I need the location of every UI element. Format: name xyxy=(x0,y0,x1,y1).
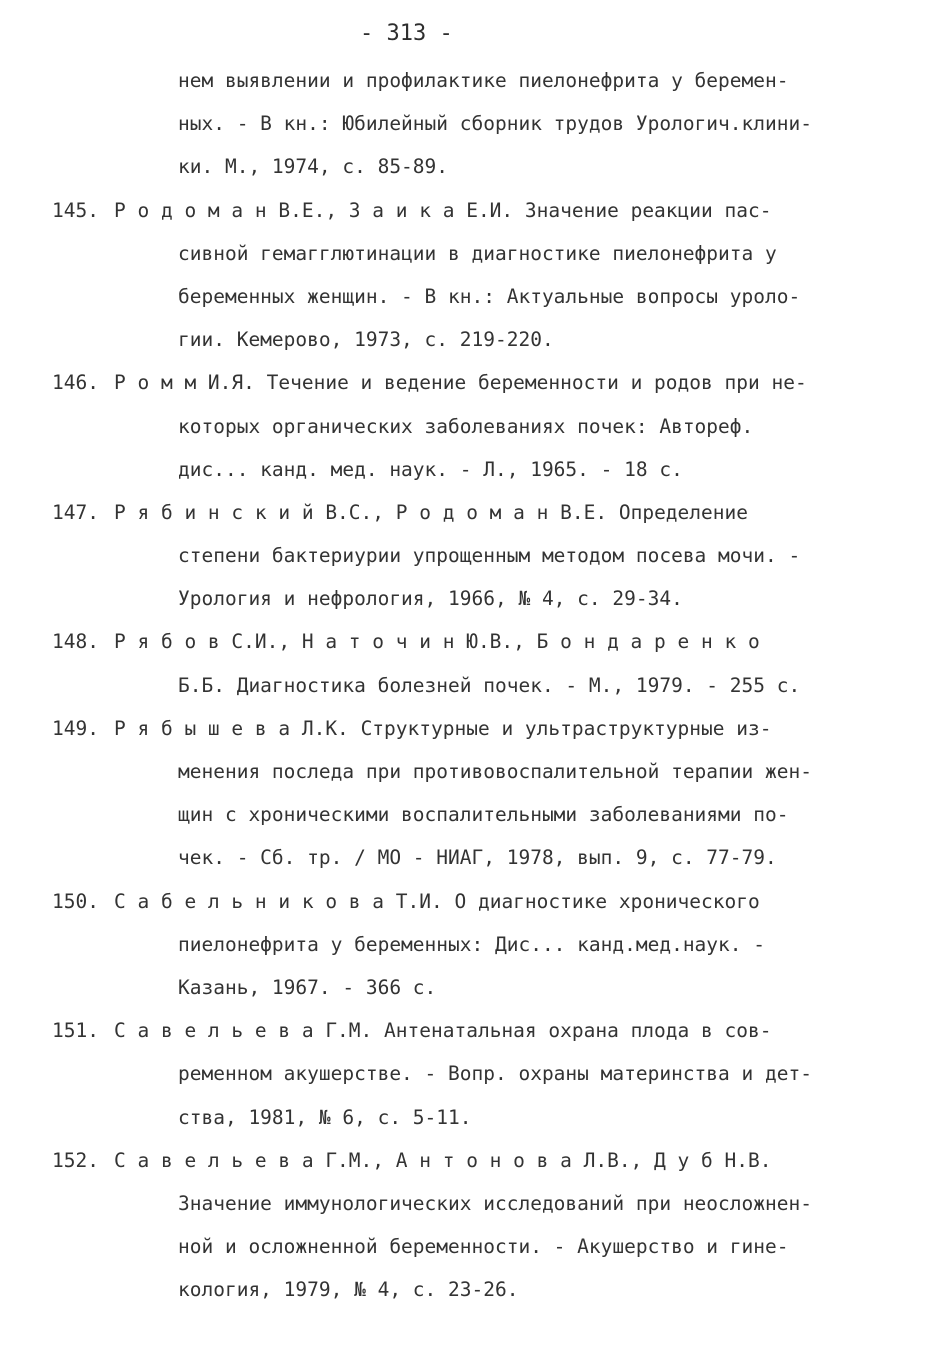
entry-text-line: гии. Кемерово, 1973, с. 219-220. xyxy=(178,328,554,352)
entry-text-line: менения последа при противовоспалительной терапии жен- xyxy=(178,760,812,783)
entry-text-line: Б.Б. Диагностика болезней почек. - М., 1979. - 255 с. xyxy=(178,673,801,697)
entry-first-line xyxy=(0,707,934,750)
entry-text-line: ных. - В кн.: Юбилейный сборник трудов Урологич.клини- xyxy=(178,112,812,136)
entry-number: 151. xyxy=(52,1019,99,1043)
bibliography-entry-151 xyxy=(0,1009,934,1139)
entry-text-line: Урология и нефрология, 1966, № 4, с. 29-34. xyxy=(178,587,683,611)
entry-number: 146. xyxy=(52,371,99,395)
entry-title-start: Определение xyxy=(618,500,748,524)
entry-text-line: нем выявлении и профилактике пиелонефрита у беремен- xyxy=(178,69,789,92)
entry-number: 148. xyxy=(52,630,99,654)
entry-first-line xyxy=(0,620,934,663)
entry-text-line: сивной гемагглютинации в диагностике пиелонефрита у xyxy=(178,241,777,265)
bibliography-entry-146 xyxy=(0,361,934,491)
entry-text-line: которых органических заболеваниях почек: Автореф. xyxy=(178,414,754,438)
entry-text-line: дис... канд. мед. наук. - Л., 1965. - 18 с. xyxy=(178,457,683,481)
entry-title-start: Антенатальная охрана плода в сов- xyxy=(384,1019,772,1043)
bibliography-entry-149 xyxy=(0,707,934,880)
entry-text-line: чек. - Сб. тр. / МО - НИАГ, 1978, вып. 9, с. 77-79. xyxy=(178,846,777,870)
entry-text-line: ки. М., 1974, с. 85-89. xyxy=(178,155,449,179)
entry-number: 145. xyxy=(52,198,99,222)
bibliography-entry-150 xyxy=(0,880,934,1010)
entry-title-start: О диагностике хронического xyxy=(454,889,760,913)
entry-first-line xyxy=(0,491,934,534)
entry-first-line xyxy=(0,361,934,404)
entry-text-line: кология, 1979, № 4, с. 23-26. xyxy=(178,1278,519,1302)
entry-authors: С а б е л ь н и к о в а Т.И. xyxy=(114,889,443,913)
entry-text-line: ства, 1981, № 6, с. 5-11. xyxy=(178,1105,472,1129)
bibliography-entry-147 xyxy=(0,491,934,621)
entry-number: 149. xyxy=(52,716,99,740)
entry-authors: Р о д о м а н В.Е., З а и к а Е.И. xyxy=(114,198,514,222)
entry-authors: Р я б ы ш е в а Л.К. xyxy=(114,716,349,740)
bibliography-entry-152 xyxy=(0,1139,934,1312)
entry-text-line: степени бактериурии упрощенным методом посева мочи. - xyxy=(178,544,801,568)
entry-text-line: Значение иммунологических исследований при неосложнен- xyxy=(178,1191,812,1215)
entry-title-start: Значение реакции пас- xyxy=(524,198,772,222)
entry-number: 150. xyxy=(52,889,99,913)
entry-authors: Р я б и н с к и й В.С., Р о д о м а н В.Е. xyxy=(114,500,608,524)
entry-title-start: Структурные и ультраструктурные из- xyxy=(360,716,772,740)
entry-number: 147. xyxy=(52,500,99,524)
entry-text-line: пиелонефрита у беременных: Дис... канд.мед.наук. - xyxy=(178,932,765,956)
entry-text-line: ременном акушерстве. - Вопр. охраны материнства и дет- xyxy=(178,1062,812,1086)
entry-title-start: Течение и ведение беременности и родов при не- xyxy=(266,371,807,395)
page-number: - 313 - xyxy=(360,21,453,46)
entry-text-line: Казань, 1967. - 366 с. xyxy=(178,975,437,999)
entry-first-line xyxy=(0,1139,934,1182)
entry-first-line xyxy=(0,880,934,923)
entry-text-line: щин с хроническими воспалительными заболеваниями по- xyxy=(178,803,789,827)
entry-number: 152. xyxy=(52,1148,99,1172)
entry-text-line: беременных женщин. - В кн.: Актуальные вопросы уроло- xyxy=(178,284,801,308)
entry-first-line xyxy=(0,189,934,232)
entry-authors: Р я б о в С.И., Н а т о ч и н Ю.В., Б о н д а р е н к о xyxy=(114,630,760,654)
bibliography-entry-continuation xyxy=(0,59,934,189)
bibliography-entry-145 xyxy=(0,189,934,362)
entry-authors: Р о м м И.Я. xyxy=(114,371,255,395)
bibliography-list xyxy=(0,59,934,1311)
entry-authors: С а в е л ь е в а Г.М. xyxy=(114,1019,373,1043)
entry-authors: С а в е л ь е в а Г.М., А н т о н о в а Л.В., Д у б Н.В. xyxy=(114,1148,772,1172)
bibliography-entry-148 xyxy=(0,620,934,706)
entry-text-line: ной и осложненной беременности. - Акушерство и гине- xyxy=(178,1235,789,1259)
entry-first-line xyxy=(0,1009,934,1052)
